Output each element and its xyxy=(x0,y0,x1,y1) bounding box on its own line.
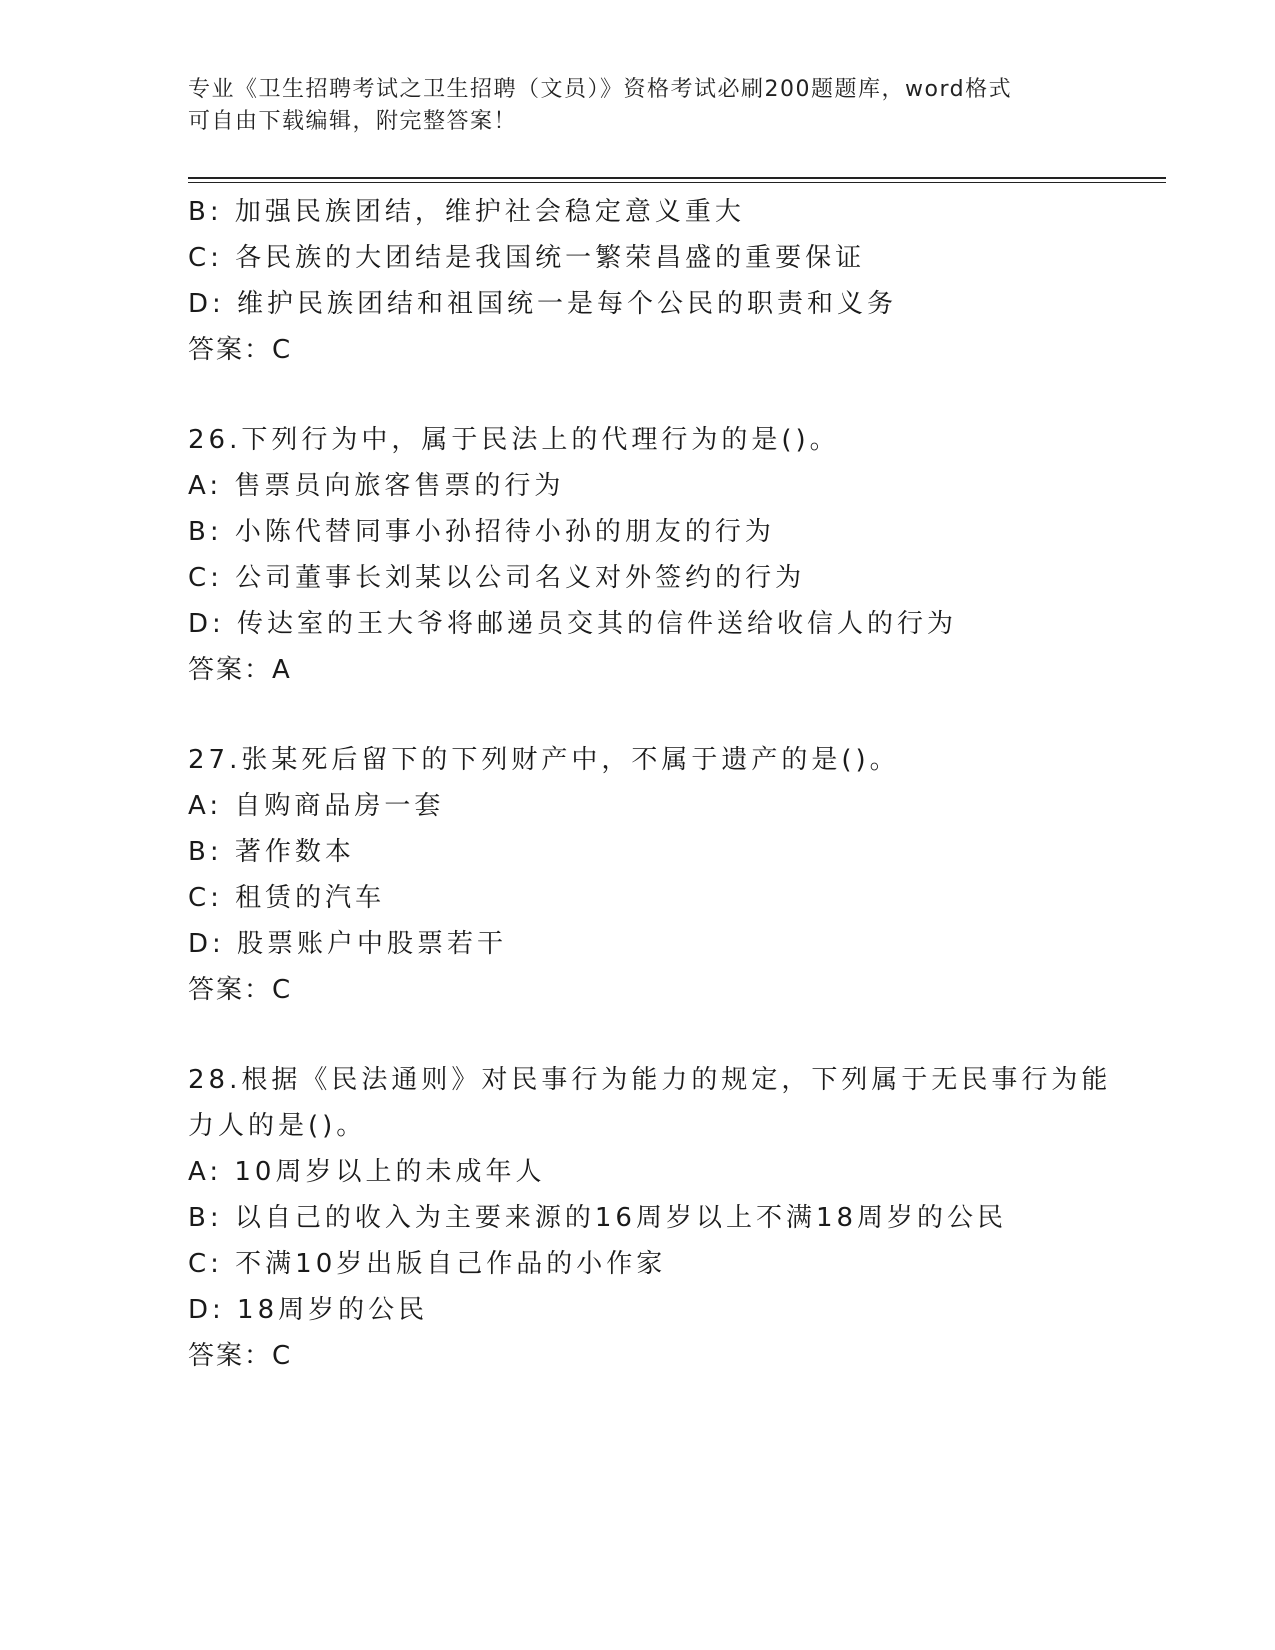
option-d: D: 18周岁的公民 xyxy=(188,1295,429,1325)
option-c: C: 公司董事长刘某以公司名义对外签约的行为 xyxy=(188,563,806,593)
option-d: D: 维护民族团结和祖国统一是每个公民的职责和义务 xyxy=(188,289,898,319)
option-c: C: 不满10岁出版自己作品的小作家 xyxy=(188,1249,667,1279)
answer-line: 答案：C xyxy=(188,975,293,1005)
question-gap xyxy=(188,693,1088,737)
option-b: B: 以自己的收入为主要来源的16周岁以上不满18周岁的公民 xyxy=(188,1203,1008,1233)
option-a: A: 售票员向旅客售票的行为 xyxy=(188,471,565,501)
question-list xyxy=(188,189,1112,1379)
header-rule-thick xyxy=(188,177,1166,179)
option-b: B: 著作数本 xyxy=(188,837,355,867)
document-header xyxy=(188,74,1088,138)
question-stem-line-1: 28.根据《民法通则》对民事行为能力的规定，下列属于无民事行为能 xyxy=(188,1065,1112,1095)
header-rule-thin xyxy=(188,182,1166,183)
option-d: D: 股票账户中股票若干 xyxy=(188,929,508,959)
option-a: A: 10周岁以上的未成年人 xyxy=(188,1157,546,1187)
header-title-line-2: 可自由下载编辑，附完整答案！ xyxy=(188,109,518,134)
question-stem: 27.张某死后留下的下列财产中，不属于遗产的是()。 xyxy=(188,745,900,775)
answer-line: 答案：A xyxy=(188,655,292,685)
question-block-prev xyxy=(188,189,1088,373)
question-stem: 26.下列行为中，属于民法上的代理行为的是()。 xyxy=(188,425,840,455)
option-c: C: 各民族的大团结是我国统一繁荣昌盛的重要保证 xyxy=(188,243,866,273)
question-gap xyxy=(188,1013,1088,1057)
answer-line: 答案：C xyxy=(188,1341,293,1371)
question-block-27 xyxy=(188,737,1088,1013)
question-block-28 xyxy=(188,1057,1112,1379)
header-title-line-1: 专业《卫生招聘考试之卫生招聘（文员）》资格考试必刷200题题库，word格式 xyxy=(188,77,1013,102)
option-b: B: 加强民族团结，维护社会稳定意义重大 xyxy=(188,197,745,227)
question-block-26 xyxy=(188,417,1088,693)
question-stem-line-2: 力人的是()。 xyxy=(188,1111,367,1141)
question-gap xyxy=(188,373,1088,417)
option-b: B: 小陈代替同事小孙招待小孙的朋友的行为 xyxy=(188,517,775,547)
option-a: A: 自购商品房一套 xyxy=(188,791,445,821)
answer-line: 答案：C xyxy=(188,335,293,365)
option-c: C: 租赁的汽车 xyxy=(188,883,386,913)
option-d: D: 传达室的王大爷将邮递员交其的信件送给收信人的行为 xyxy=(188,609,958,639)
